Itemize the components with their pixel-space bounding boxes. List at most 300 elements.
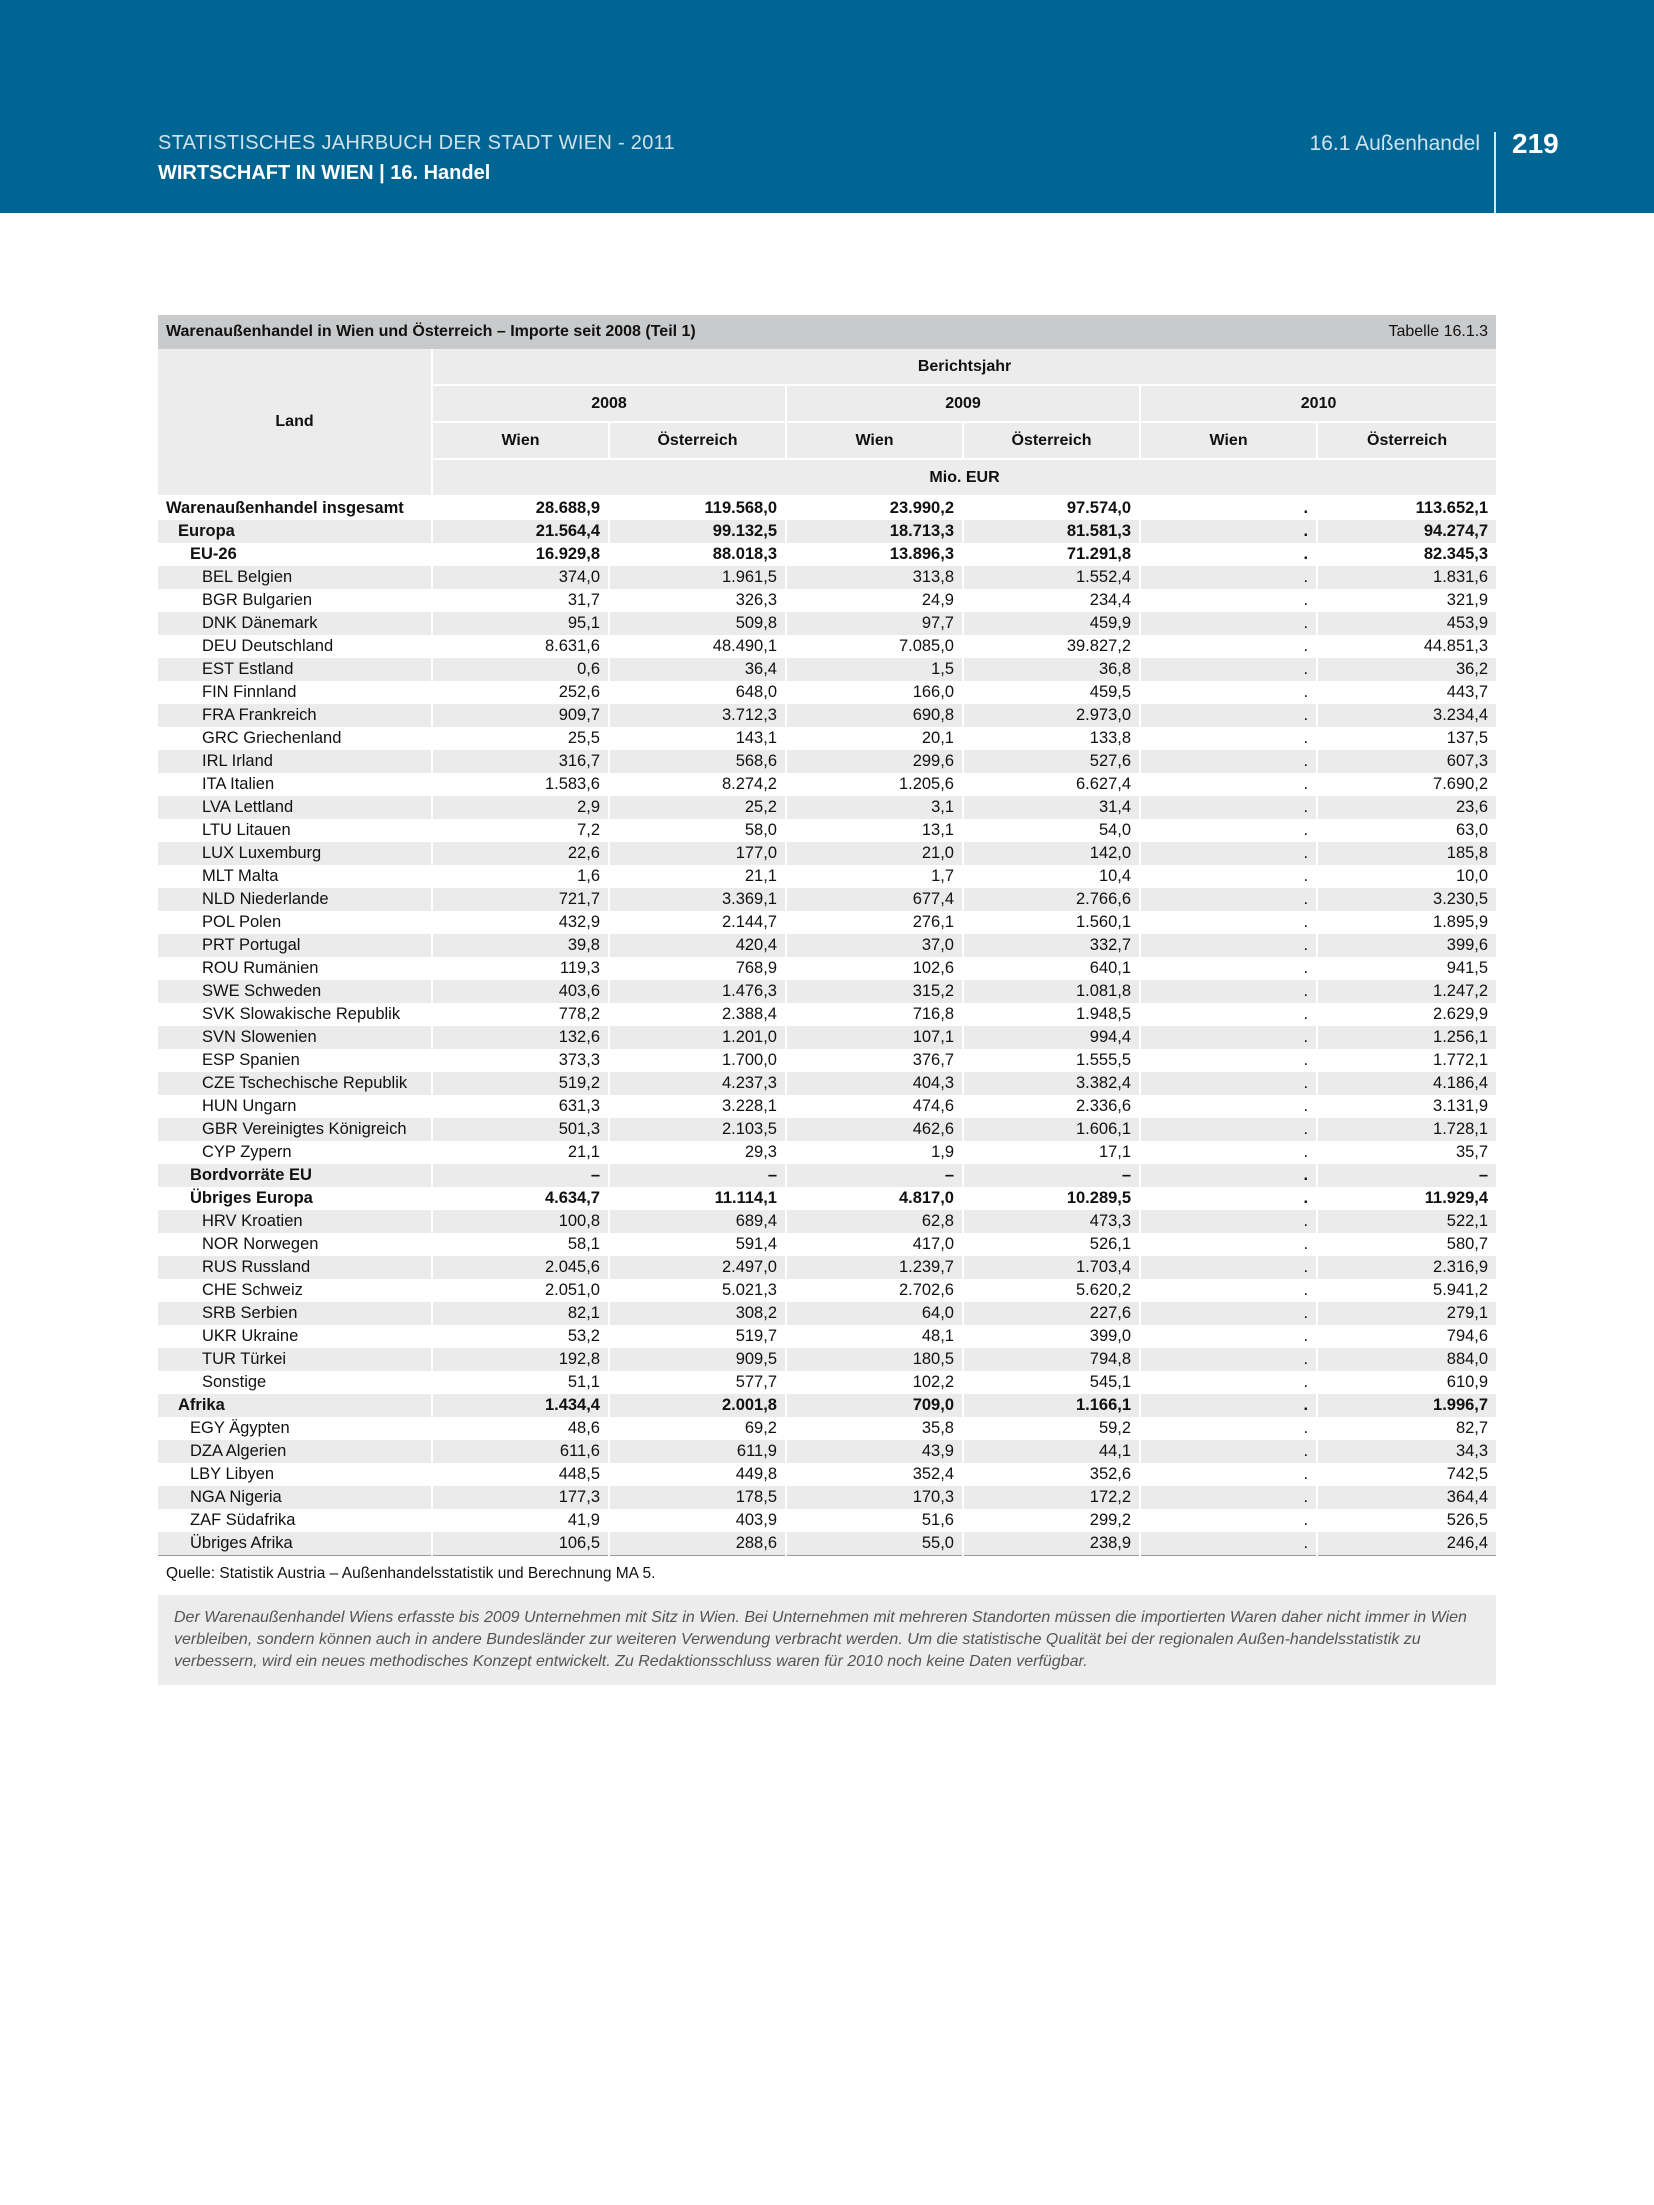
cell-value: 316,7	[432, 750, 609, 773]
cell-value: .	[1140, 543, 1317, 566]
cell-value: .	[1140, 934, 1317, 957]
table-title: Warenaußenhandel in Wien und Österreich – Importe seit 2008 (Teil 1)	[158, 315, 1140, 349]
cell-value: 3.131,9	[1317, 1095, 1496, 1118]
table-row	[158, 1486, 1496, 1509]
cell-value: 399,0	[963, 1325, 1140, 1348]
cell-value: 3.228,1	[609, 1095, 786, 1118]
row-label: ZAF Südafrika	[158, 1509, 432, 1532]
cell-value: .	[1140, 796, 1317, 819]
row-label: Übriges Europa	[158, 1187, 432, 1210]
cell-value: 2.629,9	[1317, 1003, 1496, 1026]
cell-value: 43,9	[786, 1440, 963, 1463]
cell-value: 448,5	[432, 1463, 609, 1486]
cell-value: 94.274,7	[1317, 520, 1496, 543]
row-label: CYP Zypern	[158, 1141, 432, 1164]
cell-value: 39.827,2	[963, 635, 1140, 658]
row-label: SVK Slowakische Republik	[158, 1003, 432, 1026]
cell-value: 13,1	[786, 819, 963, 842]
cell-value: 51,1	[432, 1371, 609, 1394]
cell-value: 23,6	[1317, 796, 1496, 819]
cell-value: 81.581,3	[963, 520, 1140, 543]
cell-value: 7.085,0	[786, 635, 963, 658]
table-row	[158, 704, 1496, 727]
cell-value: 1.247,2	[1317, 980, 1496, 1003]
cell-value: 611,9	[609, 1440, 786, 1463]
cell-value: 64,0	[786, 1302, 963, 1325]
cell-value: 95,1	[432, 612, 609, 635]
cell-value: 326,3	[609, 589, 786, 612]
cell-value: –	[1317, 1164, 1496, 1187]
cell-value: 1.583,6	[432, 773, 609, 796]
table-row	[158, 1348, 1496, 1371]
cell-value: 3.712,3	[609, 704, 786, 727]
cell-value: 3.369,1	[609, 888, 786, 911]
cell-value: .	[1140, 1348, 1317, 1371]
cell-value: 591,4	[609, 1233, 786, 1256]
cell-value: .	[1140, 520, 1317, 543]
cell-value: 35,8	[786, 1417, 963, 1440]
cell-value: 677,4	[786, 888, 963, 911]
cell-value: .	[1140, 980, 1317, 1003]
cell-value: .	[1140, 1164, 1317, 1187]
table-title-row	[158, 315, 1496, 349]
cell-value: 1,9	[786, 1141, 963, 1164]
cell-value: 509,8	[609, 612, 786, 635]
row-label: PRT Portugal	[158, 934, 432, 957]
table-row	[158, 566, 1496, 589]
cell-value: .	[1140, 1371, 1317, 1394]
cell-value: 884,0	[1317, 1348, 1496, 1371]
cell-value: 308,2	[609, 1302, 786, 1325]
cell-value: 31,4	[963, 796, 1140, 819]
cell-value: 376,7	[786, 1049, 963, 1072]
cell-value: 48,1	[786, 1325, 963, 1348]
cell-value: 44,1	[963, 1440, 1140, 1463]
row-label: FIN Finnland	[158, 681, 432, 704]
table-row	[158, 934, 1496, 957]
cell-value: 28.688,9	[432, 496, 609, 520]
cell-value: 315,2	[786, 980, 963, 1003]
cell-value: 48,6	[432, 1417, 609, 1440]
column-header-land: Land	[158, 349, 432, 496]
table-row	[158, 1164, 1496, 1187]
cell-value: .	[1140, 1026, 1317, 1049]
table-row	[158, 658, 1496, 681]
cell-value: –	[432, 1164, 609, 1187]
row-label: ITA Italien	[158, 773, 432, 796]
column-header-oesterreich: Österreich	[609, 422, 786, 459]
cell-value: 107,1	[786, 1026, 963, 1049]
table-row	[158, 520, 1496, 543]
table-row	[158, 1233, 1496, 1256]
cell-value: 709,0	[786, 1394, 963, 1417]
row-label: DNK Dänemark	[158, 612, 432, 635]
unit-header: Mio. EUR	[432, 459, 1496, 496]
cell-value: 97,7	[786, 612, 963, 635]
table-row	[158, 1532, 1496, 1556]
cell-value: 432,9	[432, 911, 609, 934]
table-row	[158, 980, 1496, 1003]
cell-value: .	[1140, 1302, 1317, 1325]
cell-value: 34,3	[1317, 1440, 1496, 1463]
cell-value: 102,6	[786, 957, 963, 980]
cell-value: 24,9	[786, 589, 963, 612]
table-row	[158, 612, 1496, 635]
cell-value: .	[1140, 1325, 1317, 1348]
cell-value: 59,2	[963, 1417, 1140, 1440]
row-label: EGY Ägypten	[158, 1417, 432, 1440]
cell-value: 299,6	[786, 750, 963, 773]
column-header-oesterreich: Österreich	[963, 422, 1140, 459]
header-divider	[1494, 132, 1496, 213]
cell-value: 1,6	[432, 865, 609, 888]
cell-value: 88.018,3	[609, 543, 786, 566]
row-label: Sonstige	[158, 1371, 432, 1394]
cell-value: 4.634,7	[432, 1187, 609, 1210]
cell-value: 178,5	[609, 1486, 786, 1509]
cell-value: –	[786, 1164, 963, 1187]
cell-value: 10,0	[1317, 865, 1496, 888]
table-row	[158, 957, 1496, 980]
cell-value: 352,6	[963, 1463, 1140, 1486]
cell-value: 1.239,7	[786, 1256, 963, 1279]
cell-value: .	[1140, 1279, 1317, 1302]
cell-value: 142,0	[963, 842, 1140, 865]
column-header-wien: Wien	[1140, 422, 1317, 459]
cell-value: .	[1140, 957, 1317, 980]
cell-value: 794,6	[1317, 1325, 1496, 1348]
cell-value: 37,0	[786, 934, 963, 957]
table-row	[158, 589, 1496, 612]
cell-value: 1.555,5	[963, 1049, 1140, 1072]
cell-value: 51,6	[786, 1509, 963, 1532]
row-label: HRV Kroatien	[158, 1210, 432, 1233]
cell-value: 2.001,8	[609, 1394, 786, 1417]
cell-value: 941,5	[1317, 957, 1496, 980]
cell-value: 25,2	[609, 796, 786, 819]
cell-value: 6.627,4	[963, 773, 1140, 796]
cell-value: 1.700,0	[609, 1049, 786, 1072]
cell-value: 373,3	[432, 1049, 609, 1072]
row-label: RUS Russland	[158, 1256, 432, 1279]
cell-value: 1.434,4	[432, 1394, 609, 1417]
cell-value: 16.929,8	[432, 543, 609, 566]
row-label: HUN Ungarn	[158, 1095, 432, 1118]
cell-value: 332,7	[963, 934, 1140, 957]
cell-value: .	[1140, 612, 1317, 635]
cell-value: .	[1140, 1417, 1317, 1440]
column-header-berichtsjahr: Berichtsjahr	[432, 349, 1496, 385]
cell-value: 132,6	[432, 1026, 609, 1049]
cell-value: 778,2	[432, 1003, 609, 1026]
cell-value: 449,8	[609, 1463, 786, 1486]
cell-value: .	[1140, 1394, 1317, 1417]
cell-value: 99.132,5	[609, 520, 786, 543]
cell-value: 29,3	[609, 1141, 786, 1164]
import-table	[158, 315, 1496, 1592]
row-label: POL Polen	[158, 911, 432, 934]
cell-value: 238,9	[963, 1532, 1140, 1556]
cell-value: 1.996,7	[1317, 1394, 1496, 1417]
row-label: Warenaußenhandel insgesamt	[158, 496, 432, 520]
cell-value: 102,2	[786, 1371, 963, 1394]
row-label: SWE Schweden	[158, 980, 432, 1003]
cell-value: –	[609, 1164, 786, 1187]
column-header-year: 2009	[786, 385, 1140, 422]
cell-value: 2.144,7	[609, 911, 786, 934]
cell-value: 3,1	[786, 796, 963, 819]
cell-value: 7,2	[432, 819, 609, 842]
cell-value: 1.728,1	[1317, 1118, 1496, 1141]
cell-value: 459,5	[963, 681, 1140, 704]
row-label: CZE Tschechische Republik	[158, 1072, 432, 1095]
cell-value: 1,7	[786, 865, 963, 888]
cell-value: 403,6	[432, 980, 609, 1003]
row-label: Afrika	[158, 1394, 432, 1417]
column-header-oesterreich: Österreich	[1317, 422, 1496, 459]
methodology-note: Der Warenaußenhandel Wiens erfasste bis 2009 Unternehmen mit Sitz in Wien. Bei Unternehmen mit mehreren Standorten müssen die importierten Waren daher nicht immer in Wien verbleiben, sondern können auch in andere Bundesländer zur weiteren Verwendung verbracht werden. Um die statistische Qualität bei der regionalen Außen-handelsstatistik zu verbessern, wird ein neues methodisches Konzept entwickelt. Zu Redaktionsschluss waren für 2010 noch keine Daten verfügbar.	[158, 1592, 1496, 1685]
column-header-year: 2010	[1140, 385, 1496, 422]
cell-value: –	[963, 1164, 1140, 1187]
cell-value: 2.497,0	[609, 1256, 786, 1279]
cell-value: 721,7	[432, 888, 609, 911]
cell-value: 404,3	[786, 1072, 963, 1095]
cell-value: .	[1140, 911, 1317, 934]
cell-value: 607,3	[1317, 750, 1496, 773]
cell-value: 1.166,1	[963, 1394, 1140, 1417]
cell-value: 1.606,1	[963, 1118, 1140, 1141]
row-label: ESP Spanien	[158, 1049, 432, 1072]
row-label: LBY Libyen	[158, 1463, 432, 1486]
cell-value: 180,5	[786, 1348, 963, 1371]
cell-value: 610,9	[1317, 1371, 1496, 1394]
cell-value: 462,6	[786, 1118, 963, 1141]
page-number: 219	[1512, 128, 1559, 159]
cell-value: 2.702,6	[786, 1279, 963, 1302]
cell-value: 36,2	[1317, 658, 1496, 681]
table-body	[158, 496, 1496, 1556]
table-row	[158, 773, 1496, 796]
cell-value: 909,7	[432, 704, 609, 727]
cell-value: .	[1140, 1003, 1317, 1026]
table-row	[158, 865, 1496, 888]
cell-value: 21,1	[432, 1141, 609, 1164]
cell-value: .	[1140, 888, 1317, 911]
column-header-wien: Wien	[432, 422, 609, 459]
cell-value: 279,1	[1317, 1302, 1496, 1325]
table-row	[158, 1509, 1496, 1532]
cell-value: 611,6	[432, 1440, 609, 1463]
cell-value: 417,0	[786, 1233, 963, 1256]
cell-value: .	[1140, 566, 1317, 589]
cell-value: 1.703,4	[963, 1256, 1140, 1279]
table-row	[158, 1210, 1496, 1233]
cell-value: 403,9	[609, 1509, 786, 1532]
row-label: ROU Rumänien	[158, 957, 432, 980]
cell-value: .	[1140, 1072, 1317, 1095]
cell-value: 119.568,0	[609, 496, 786, 520]
cell-value: 1,5	[786, 658, 963, 681]
cell-value: .	[1140, 727, 1317, 750]
table-row	[158, 888, 1496, 911]
cell-value: .	[1140, 635, 1317, 658]
cell-value: 31,7	[432, 589, 609, 612]
cell-value: 2.045,6	[432, 1256, 609, 1279]
cell-value: 23.990,2	[786, 496, 963, 520]
cell-value: 522,1	[1317, 1210, 1496, 1233]
table-row	[158, 681, 1496, 704]
cell-value: 2.766,6	[963, 888, 1140, 911]
cell-value: 106,5	[432, 1532, 609, 1556]
cell-value: 53,2	[432, 1325, 609, 1348]
cell-value: 1.831,6	[1317, 566, 1496, 589]
cell-value: 54,0	[963, 819, 1140, 842]
cell-value: 374,0	[432, 566, 609, 589]
table-row	[158, 496, 1496, 520]
column-header-wien: Wien	[786, 422, 963, 459]
table-row	[158, 1118, 1496, 1141]
cell-value: 58,1	[432, 1233, 609, 1256]
cell-value: 501,3	[432, 1118, 609, 1141]
row-label: LVA Lettland	[158, 796, 432, 819]
table-row	[158, 543, 1496, 566]
cell-value: 545,1	[963, 1371, 1140, 1394]
cell-value: 36,4	[609, 658, 786, 681]
cell-value: 246,4	[1317, 1532, 1496, 1556]
cell-value: 1.560,1	[963, 911, 1140, 934]
cell-value: 519,2	[432, 1072, 609, 1095]
cell-value: .	[1140, 842, 1317, 865]
cell-value: 1.895,9	[1317, 911, 1496, 934]
cell-value: 321,9	[1317, 589, 1496, 612]
cell-value: 170,3	[786, 1486, 963, 1509]
cell-value: 227,6	[963, 1302, 1140, 1325]
cell-value: 4.817,0	[786, 1187, 963, 1210]
row-label: Bordvorräte EU	[158, 1164, 432, 1187]
cell-value: 69,2	[609, 1417, 786, 1440]
cell-value: 113.652,1	[1317, 496, 1496, 520]
cell-value: 41,9	[432, 1509, 609, 1532]
cell-value: 71.291,8	[963, 543, 1140, 566]
cell-value: 742,5	[1317, 1463, 1496, 1486]
row-label: BGR Bulgarien	[158, 589, 432, 612]
cell-value: 25,5	[432, 727, 609, 750]
cell-value: 177,3	[432, 1486, 609, 1509]
row-label: LUX Luxemburg	[158, 842, 432, 865]
cell-value: 2,9	[432, 796, 609, 819]
cell-value: 55,0	[786, 1532, 963, 1556]
cell-value: .	[1140, 819, 1317, 842]
table-row	[158, 796, 1496, 819]
table-row	[158, 1440, 1496, 1463]
cell-value: 119,3	[432, 957, 609, 980]
cell-value: 631,3	[432, 1095, 609, 1118]
import-table-container	[158, 315, 1496, 1685]
cell-value: 58,0	[609, 819, 786, 842]
cell-value: 11.114,1	[609, 1187, 786, 1210]
cell-value: .	[1140, 750, 1317, 773]
cell-value: 716,8	[786, 1003, 963, 1026]
row-label: TUR Türkei	[158, 1348, 432, 1371]
table-row	[158, 842, 1496, 865]
cell-value: 48.490,1	[609, 635, 786, 658]
cell-value: 20,1	[786, 727, 963, 750]
cell-value: 443,7	[1317, 681, 1496, 704]
table-row	[158, 1141, 1496, 1164]
table-row	[158, 1417, 1496, 1440]
table-row	[158, 1026, 1496, 1049]
table-row	[158, 1302, 1496, 1325]
cell-value: 2.336,6	[963, 1095, 1140, 1118]
cell-value: 420,4	[609, 934, 786, 957]
cell-value: 453,9	[1317, 612, 1496, 635]
cell-value: 2.051,0	[432, 1279, 609, 1302]
table-row	[158, 819, 1496, 842]
cell-value: .	[1140, 865, 1317, 888]
cell-value: 8.274,2	[609, 773, 786, 796]
table-row	[158, 1279, 1496, 1302]
yearbook-title: STATISTISCHES JAHRBUCH DER STADT WIEN - 2011	[158, 132, 675, 154]
cell-value: .	[1140, 1187, 1317, 1210]
cell-value: 21,0	[786, 842, 963, 865]
cell-value: 18.713,3	[786, 520, 963, 543]
cell-value: 10,4	[963, 865, 1140, 888]
cell-value: .	[1140, 1210, 1317, 1233]
cell-value: 526,1	[963, 1233, 1140, 1256]
cell-value: .	[1140, 1509, 1317, 1532]
cell-value: 1.948,5	[963, 1003, 1140, 1026]
cell-value: 21,1	[609, 865, 786, 888]
cell-value: 82,7	[1317, 1417, 1496, 1440]
table-row	[158, 1463, 1496, 1486]
cell-value: 288,6	[609, 1532, 786, 1556]
row-label: IRL Irland	[158, 750, 432, 773]
cell-value: 185,8	[1317, 842, 1496, 865]
page-header	[0, 0, 1654, 213]
cell-value: 3.230,5	[1317, 888, 1496, 911]
cell-value: 580,7	[1317, 1233, 1496, 1256]
table-row	[158, 635, 1496, 658]
cell-value: 352,4	[786, 1463, 963, 1486]
section-title: 16.1 Außenhandel	[1309, 132, 1480, 155]
cell-value: 4.237,3	[609, 1072, 786, 1095]
cell-value: 473,3	[963, 1210, 1140, 1233]
cell-value: 5.620,2	[963, 1279, 1140, 1302]
cell-value: .	[1140, 1463, 1317, 1486]
cell-value: 994,4	[963, 1026, 1140, 1049]
cell-value: 1.772,1	[1317, 1049, 1496, 1072]
cell-value: 133,8	[963, 727, 1140, 750]
row-label: EU-26	[158, 543, 432, 566]
cell-value: .	[1140, 1095, 1317, 1118]
cell-value: 519,7	[609, 1325, 786, 1348]
row-label: Europa	[158, 520, 432, 543]
row-label: BEL Belgien	[158, 566, 432, 589]
source-note: Quelle: Statistik Austria – Außenhandelsstatistik und Berechnung MA 5.	[158, 1556, 1496, 1593]
cell-value: 527,6	[963, 750, 1140, 773]
cell-value: .	[1140, 1049, 1317, 1072]
cell-value: 36,8	[963, 658, 1140, 681]
cell-value: 7.690,2	[1317, 773, 1496, 796]
row-label: NGA Nigeria	[158, 1486, 432, 1509]
table-row	[158, 1003, 1496, 1026]
cell-value: 276,1	[786, 911, 963, 934]
table-number: Tabelle 16.1.3	[1140, 315, 1496, 349]
cell-value: 35,7	[1317, 1141, 1496, 1164]
cell-value: 2.316,9	[1317, 1256, 1496, 1279]
cell-value: 1.961,5	[609, 566, 786, 589]
table-row	[158, 1256, 1496, 1279]
